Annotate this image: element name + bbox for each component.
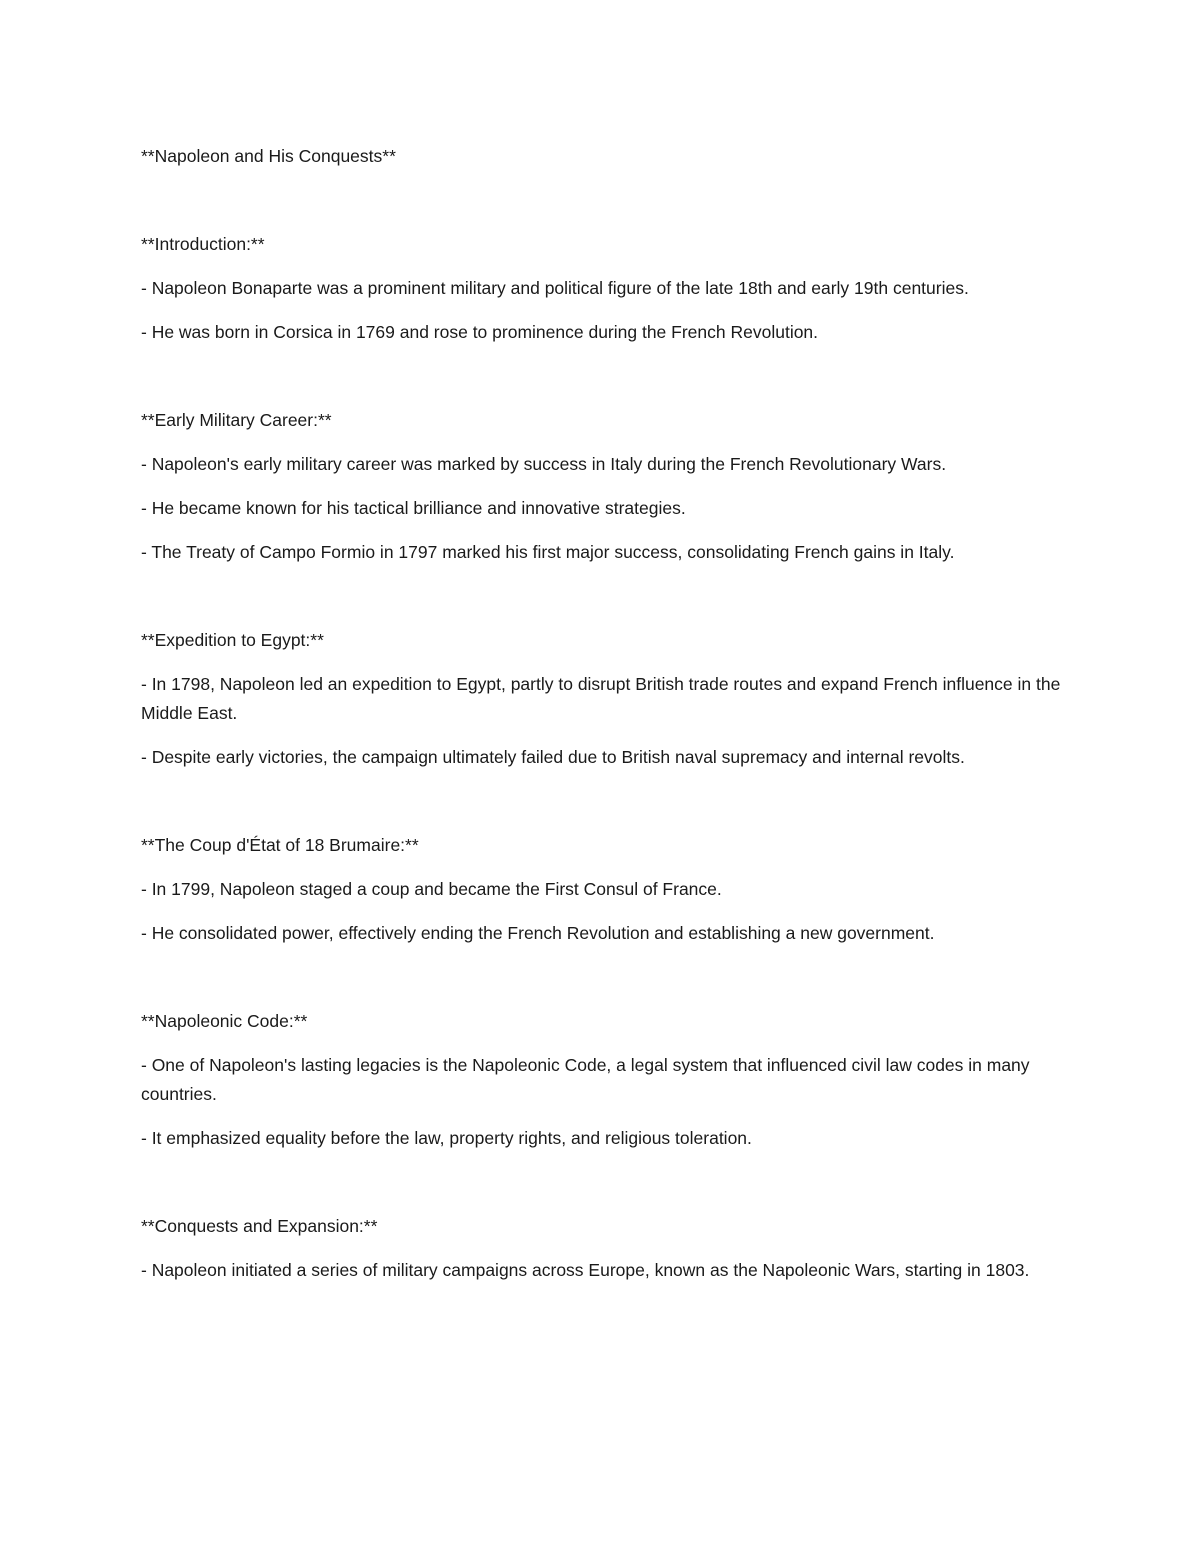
section-napoleonic-code	[141, 1007, 1066, 1153]
section-heading: **Expedition to Egypt:**	[141, 630, 324, 650]
section-expedition-to-egypt	[141, 626, 1066, 772]
bullet-item: - In 1799, Napoleon staged a coup and became the First Consul of France.	[141, 879, 722, 899]
bullet-item: - One of Napoleon's lasting legacies is the Napoleonic Code, a legal system that influenced civil law codes in many countries.	[141, 1055, 1030, 1104]
section-coup-18-brumaire	[141, 831, 1066, 948]
section-heading: **Conquests and Expansion:**	[141, 1216, 378, 1236]
document-title: **Napoleon and His Conquests**	[141, 146, 396, 166]
section-heading: **Early Military Career:**	[141, 410, 332, 430]
bullet-item: - Napoleon's early military career was marked by success in Italy during the French Revolutionary Wars.	[141, 454, 947, 474]
section-conquests-and-expansion	[141, 1212, 1066, 1285]
bullet-item: - It emphasized equality before the law, property rights, and religious toleration.	[141, 1128, 752, 1148]
bullet-item: - He became known for his tactical brilliance and innovative strategies.	[141, 498, 686, 518]
bullet-item: - He consolidated power, effectively ending the French Revolution and establishing a new government.	[141, 923, 935, 943]
section-heading: **The Coup d'État of 18 Brumaire:**	[141, 835, 419, 855]
section-introduction	[141, 230, 1066, 347]
bullet-item: - Napoleon Bonaparte was a prominent military and political figure of the late 18th and early 19th centuries.	[141, 278, 969, 298]
section-early-military-career	[141, 406, 1066, 567]
bullet-item: - The Treaty of Campo Formio in 1797 marked his first major success, consolidating French gains in Italy.	[141, 542, 955, 562]
bullet-item: - Despite early victories, the campaign ultimately failed due to British naval supremacy and internal revolts.	[141, 747, 965, 767]
bullet-item: - In 1798, Napoleon led an expedition to Egypt, partly to disrupt British trade routes and expand French influence in the Middle East.	[141, 674, 1061, 723]
document-body	[141, 142, 1066, 1285]
section-heading: **Napoleonic Code:**	[141, 1011, 308, 1031]
section-heading: **Introduction:**	[141, 234, 265, 254]
bullet-item: - Napoleon initiated a series of military campaigns across Europe, known as the Napoleonic Wars, starting in 1803.	[141, 1260, 1030, 1280]
bullet-item: - He was born in Corsica in 1769 and rose to prominence during the French Revolution.	[141, 322, 819, 342]
